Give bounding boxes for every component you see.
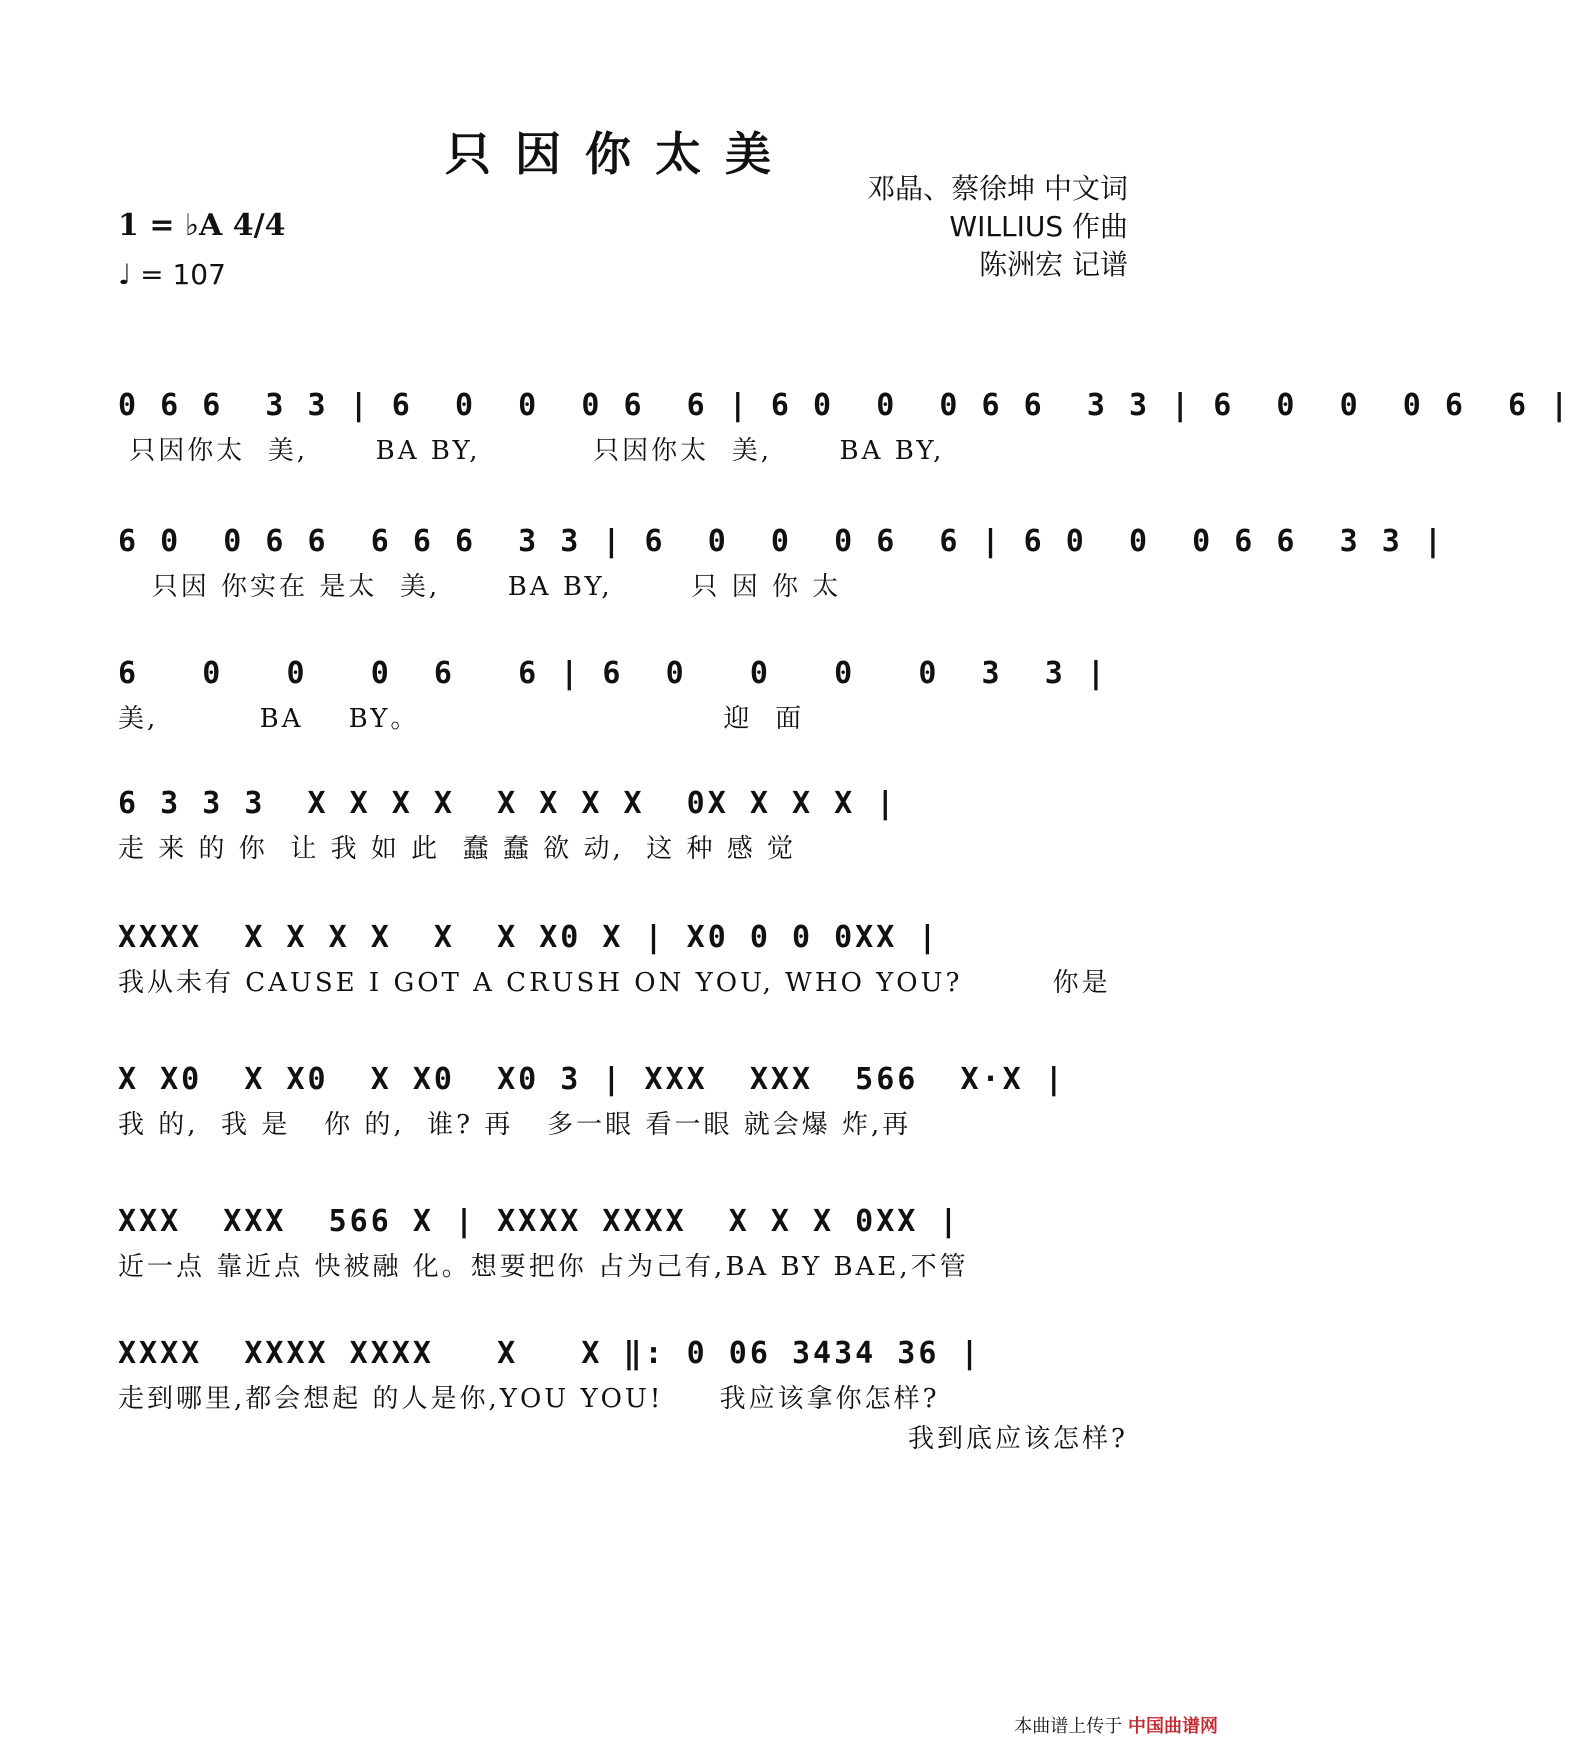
lyric-row: 只因你太 美, BA BY, 只因你太 美, BA BY, [118, 436, 945, 466]
notation-row: XXXX XXXX XXXX X X ‖: 0 06 3434 36 | [118, 1336, 982, 1371]
lyric-row: 我从未有 CAUSE I GOT A CRUSH ON YOU, WHO YOU? 你是 [118, 968, 1111, 998]
site-brand-logo: 中国曲谱网 [1128, 1716, 1218, 1737]
lyric-row: 我 的, 我 是 你 的, 谁? 再 多一眼 看一眼 就会爆 炸,再 [118, 1110, 912, 1140]
transcriber-credit: 陈洲宏 记谱 [979, 248, 1128, 281]
notation-row: 6 3 3 3 X X X X X X X X 0X X X X | [118, 786, 898, 821]
lyricist-credit: 邓晶、蔡徐坤 中文词 [867, 172, 1128, 205]
lyric-row: 近一点 靠近点 快被融 化。想要把你 占为己有,BA BY BAE,不管 [118, 1252, 969, 1282]
notation-row: XXXX X X X X X X X0 X | X0 0 0 0XX | [118, 920, 940, 955]
lyric-row: 走到哪里,都会想起 的人是你,YOU YOU! 我应该拿你怎样? [118, 1384, 940, 1414]
notation-row: 6 0 0 6 6 6 6 6 3 3 | 6 0 0 0 6 6 | 6 0 0 0 6 6 3 3 | [118, 524, 1445, 559]
footer-prefix: 本曲谱上传于 [1014, 1716, 1123, 1737]
lyric-row: 走 来 的 你 让 我 如 此 蠢 蠢 欲 动, 这 种 感 觉 [118, 834, 797, 864]
site-footer [1014, 1712, 1218, 1738]
page-title: 只因你太美 [445, 127, 795, 181]
notation-row: X X0 X X0 X X0 X0 3 | XXX XXX 566 X·X | [118, 1062, 1066, 1097]
notation-row: 0 6 6 3 3 | 6 0 0 0 6 6 | 6 0 0 0 6 6 3 3 | 6 0 0 0 6 6 | [118, 388, 1571, 423]
notation-row: 6 0 0 0 6 6 | 6 0 0 0 0 3 3 | [118, 656, 1108, 691]
key-signature: 1 = ♭A 4/4 [118, 208, 286, 243]
lyric-second-verse: 我到底应该怎样? [908, 1424, 1128, 1454]
lyric-row: 美, BA BY。 迎 面 [118, 704, 805, 734]
tempo-mark: ♩ = 107 [118, 258, 226, 291]
notation-row: XXX XXX 566 X | XXXX XXXX X X X 0XX | [118, 1204, 961, 1239]
lyric-row: 只因 你实在 是太 美, BA BY, 只 因 你 太 [118, 572, 842, 602]
composer-credit: WILLIUS 作曲 [949, 210, 1128, 243]
